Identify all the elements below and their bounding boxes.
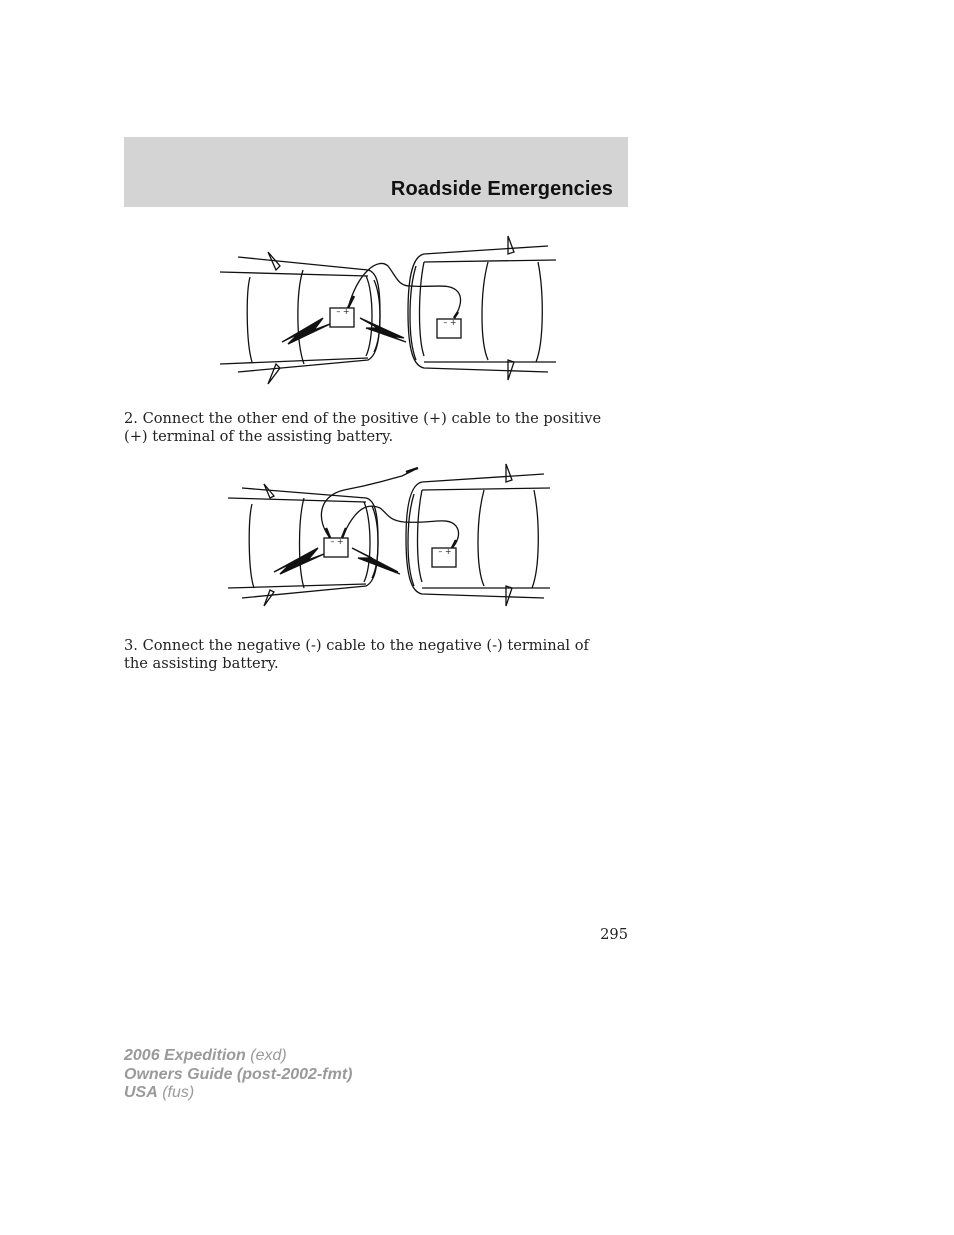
page-number: 295	[600, 926, 628, 943]
battery-right-label: – +	[443, 318, 457, 327]
disabled-vehicle-outline	[220, 252, 380, 384]
step-3-text: 3. Connect the negative (-) cable to the negative (-) terminal of the assisting battery.	[124, 637, 589, 672]
positive-cable	[342, 506, 459, 548]
jump-start-diagram-1	[218, 232, 558, 400]
battery-left-label: – +	[336, 307, 350, 316]
footer-line-3: USA (fus)	[124, 1084, 195, 1101]
footer-line-1: 2006 Expedition (exd)	[124, 1047, 287, 1064]
section-title: Roadside Emergencies	[390, 178, 613, 200]
spark-icon	[282, 318, 330, 344]
spark-icon	[360, 318, 406, 342]
document-footer	[124, 1047, 352, 1103]
step-2-text: 2. Connect the other end of the positive (+) cable to the positive (+) terminal of the assisting battery.	[124, 410, 602, 445]
jump-start-diagram-2	[226, 460, 552, 622]
battery-left-label: – +	[330, 537, 344, 546]
assisting-vehicle-outline	[406, 464, 550, 606]
positive-cable	[348, 263, 461, 318]
negative-cable	[321, 470, 414, 538]
assisting-vehicle-outline	[408, 236, 556, 380]
disabled-vehicle-outline	[228, 484, 378, 606]
battery-right-label: – +	[438, 547, 452, 556]
footer-line-2: Owners Guide (post-2002-fmt)	[124, 1065, 353, 1083]
section-header-band	[124, 137, 628, 207]
